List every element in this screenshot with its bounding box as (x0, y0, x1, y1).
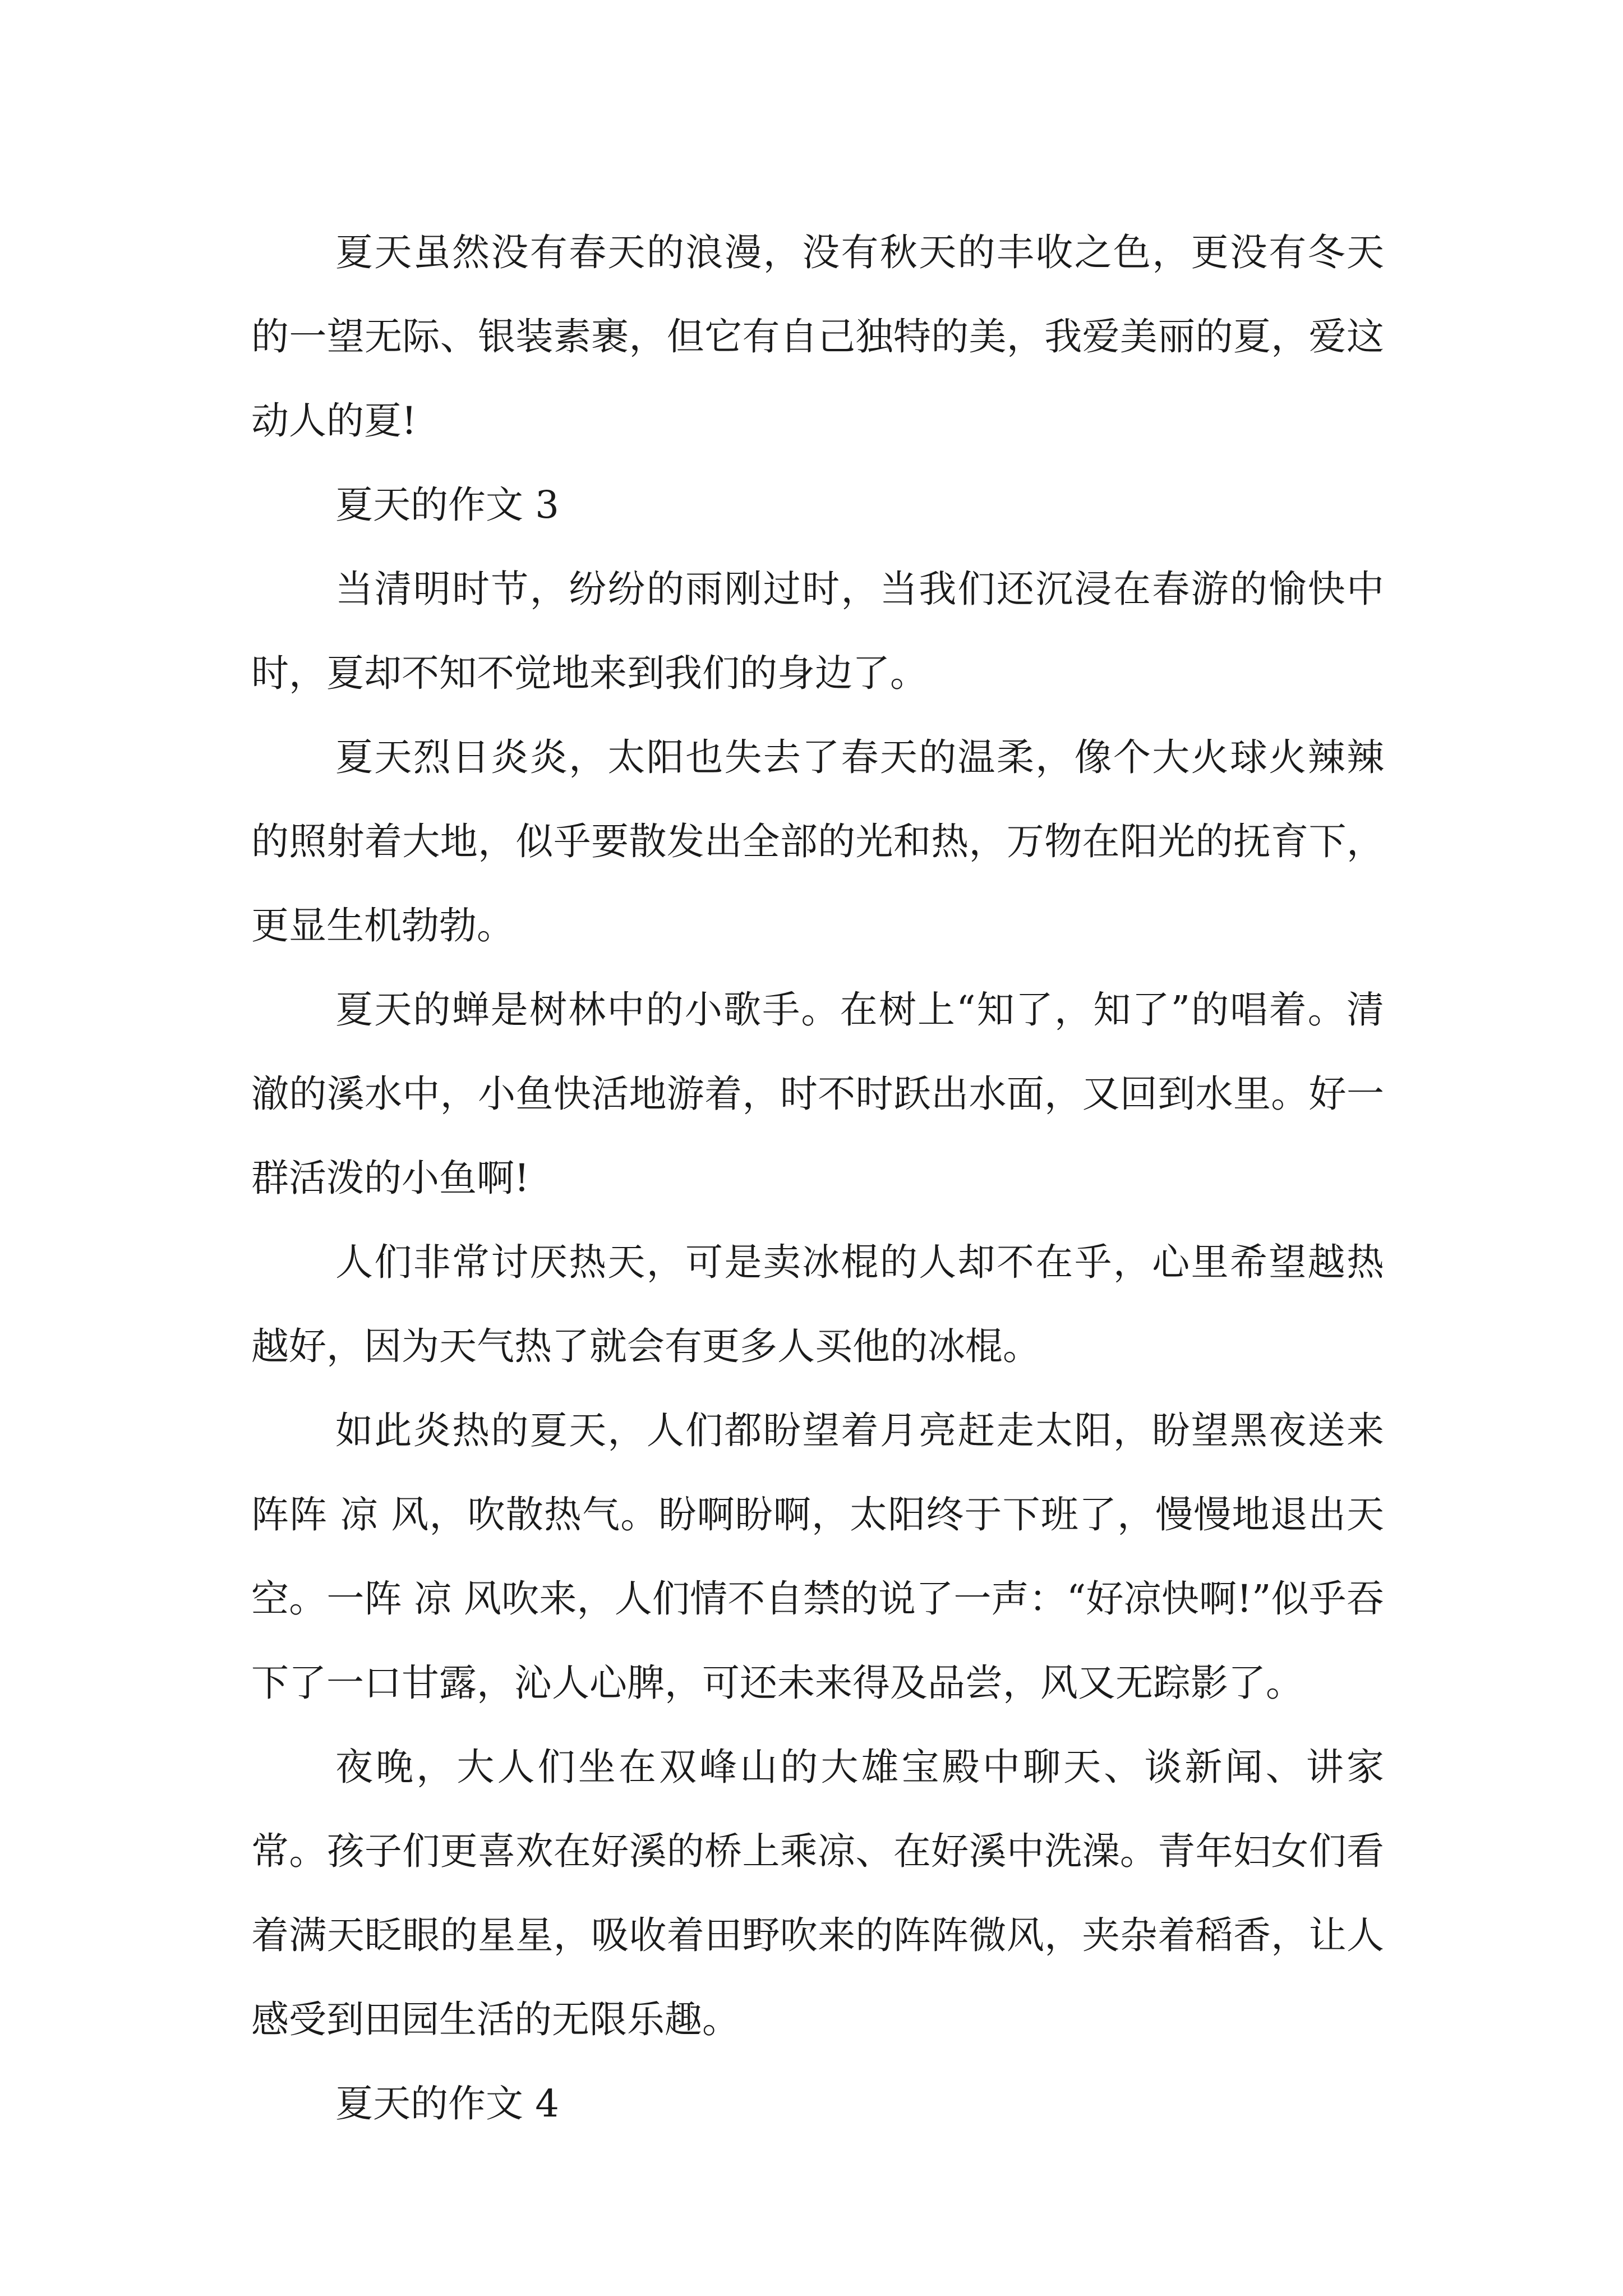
paragraph-summer-beauty: 夏天虽然没有春天的浪漫，没有秋天的丰收之色，更没有冬天的一望无际、银装素裹，但它有自己独特的美，我爱美丽的夏，爱这动人的夏! (251, 231, 1384, 443)
paragraph-qingming: 当清明时节，纷纷的雨刚过时，当我们还沉浸在春游的愉快中时，夏却不知不觉地来到我们的身边了。 (251, 567, 1384, 695)
essay-heading-3: 夏天的作文 3 (335, 483, 559, 527)
essay-heading-4: 夏天的作文 4 (335, 2082, 559, 2125)
paragraph-ice-pop: 人们非常讨厌热天，可是卖冰棍的人却不在乎，心里希望越热越好，因为天气热了就会有更多人买他的冰棍。 (251, 1240, 1384, 1368)
document-body (251, 210, 1384, 2146)
paragraph-evening: 夜晚，大人们坐在双峰山的大雄宝殿中聊天、谈新闻、讲家常。孩子们更喜欢在好溪的桥上乘凉、在好溪中洗澡。青年妇女们看着满天眨眼的星星，吸收着田野吹来的阵阵微风，夹杂着稻香，让人感受到田园生活的无限乐趣。 (251, 1745, 1384, 2041)
paragraph-cicada: 夏天的蝉是树林中的小歌手。在树上“知了，知了”的唱着。清澈的溪水中，小鱼快活地游着，时不时跃出水面，又回到水里。好一群活泼的小鱼啊! (251, 988, 1384, 1200)
paragraph-cool-breeze: 如此炎热的夏天，人们都盼望着月亮赶走太阳，盼望黑夜送来阵阵 凉 风，吹散热气。盼啊盼啊，太阳终于下班了，慢慢地退出天空。一阵 凉 风吹来，人们情不自禁的说了一声：“好凉快啊!”似乎吞下了一口甘露，沁人心脾，可还未来得及品尝，风又无踪影了。 (251, 1409, 1384, 1705)
paragraph-hot-sun: 夏天烈日炎炎，太阳也失去了春天的温柔，像个大火球火辣辣的照射着大地，似乎要散发出全部的光和热，万物在阳光的抚育下，更显生机勃勃。 (251, 735, 1384, 947)
